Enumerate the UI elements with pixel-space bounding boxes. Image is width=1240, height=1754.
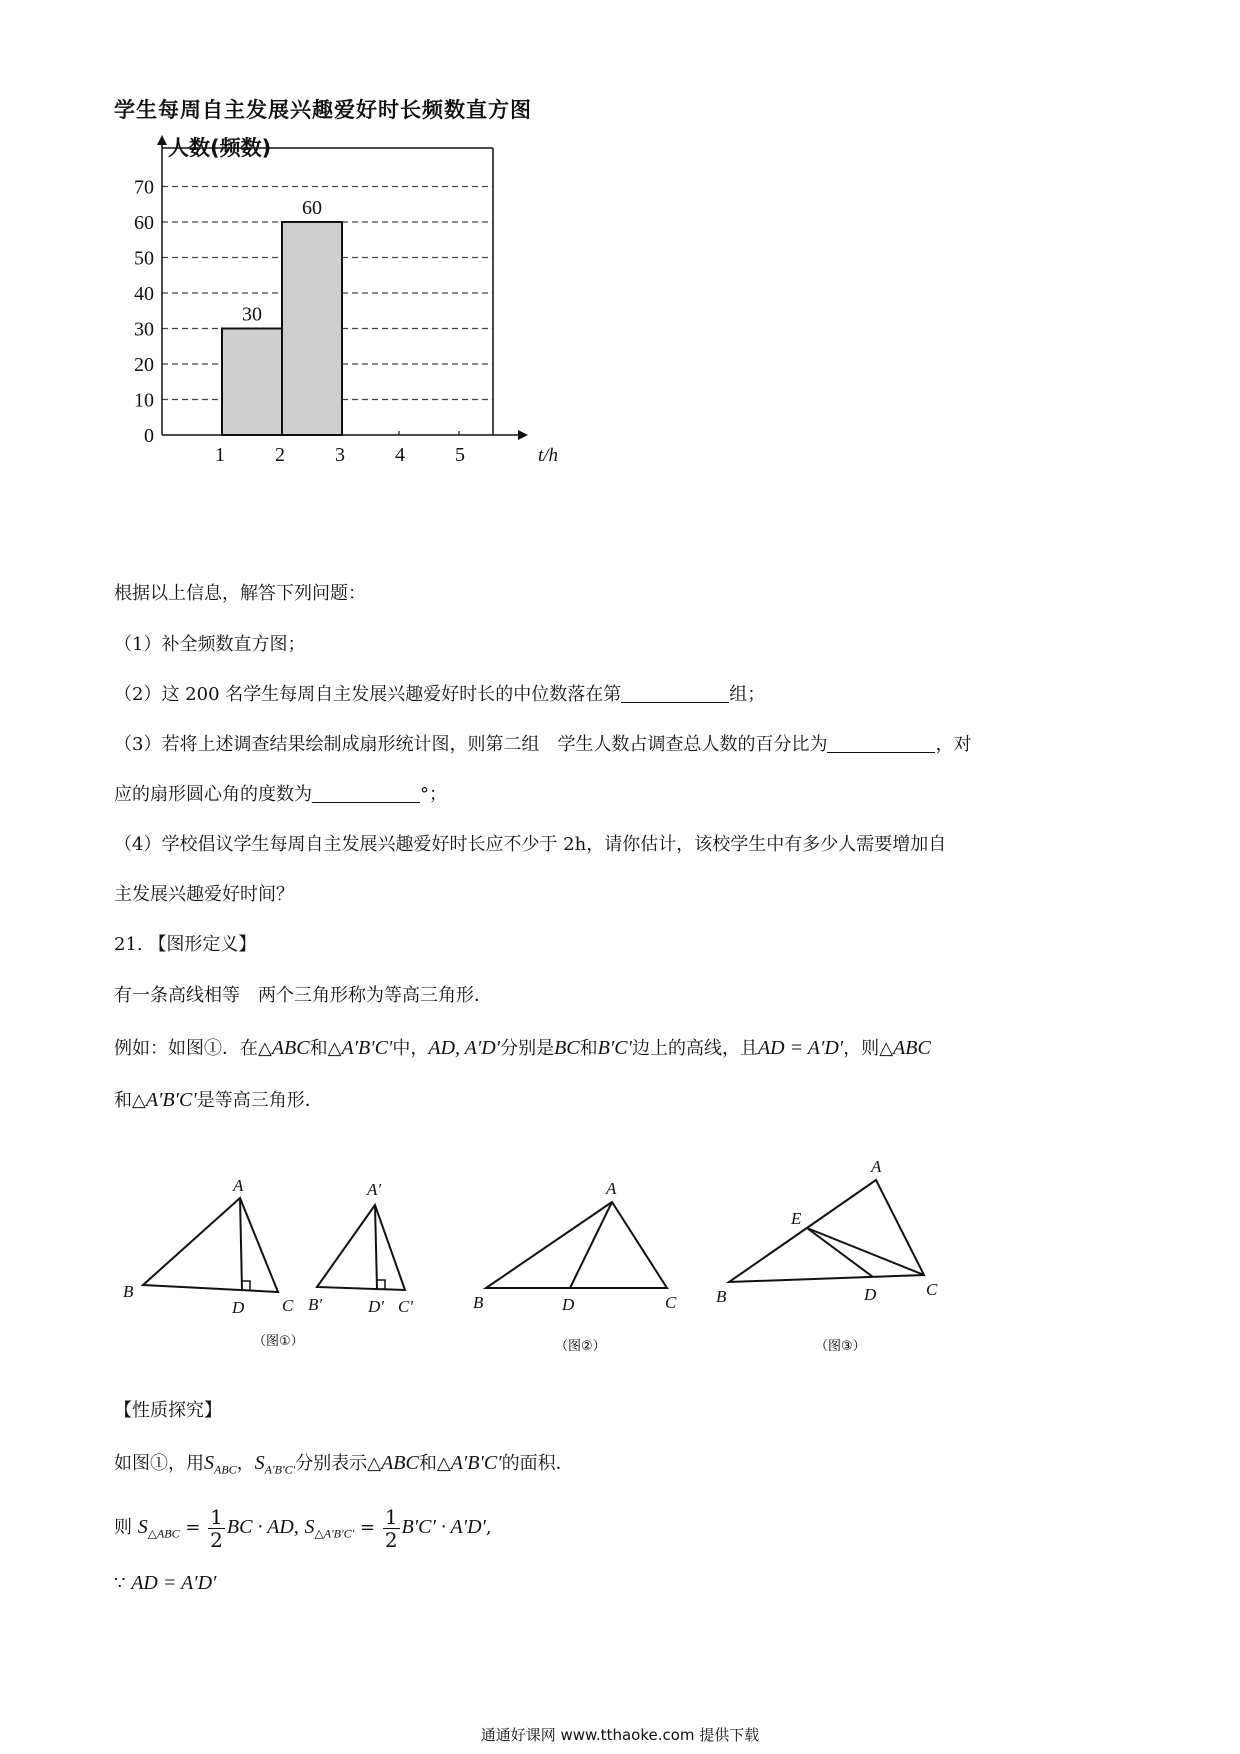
answer-blank <box>621 684 729 703</box>
right-angle-mark <box>377 1280 385 1289</box>
label-c: C <box>282 1296 294 1315</box>
math-abc-prime: A′B′C′ <box>450 1452 502 1474</box>
fraction-half: $\frac{1}{2}$ <box>210 1504 223 1552</box>
problem-21-heading: 21. 【图形定义】 <box>114 934 257 955</box>
y-axis-arrow <box>157 135 167 145</box>
question-3-text2: 应的扇形圆心角的度数为 <box>114 784 312 805</box>
y-tick-label: 50 <box>134 247 154 270</box>
example-text: ，则 <box>843 1038 880 1059</box>
label-a: A <box>233 1176 244 1195</box>
label-c-prime: C′ <box>398 1297 414 1316</box>
figure-3 <box>705 1150 970 1360</box>
figure-2-caption: （图②） <box>555 1339 606 1354</box>
area-formula: 则 $S_{\triangle ABC}$ = $\frac{1}{2}$ BC · AD, $S_{\triangle A'B'C'}$ = $\frac{1}{2}$ B′C′ · A′D′, <box>114 1504 492 1552</box>
y-tick-label: 70 <box>134 176 154 199</box>
example-line-2 <box>114 1087 323 1114</box>
histogram-bar <box>282 222 342 435</box>
example-text: 例如：如图①．在 <box>114 1038 258 1059</box>
page-footer: 通通好课网 www.tthaoke.com 提供下载 <box>480 1726 760 1744</box>
question-2-text: （2）这 200 名学生每周自主发展兴趣爱好时长的中位数落在第 <box>114 684 622 705</box>
body-text: 则 <box>114 1517 132 1538</box>
triangle-abc <box>143 1198 278 1292</box>
x-axis-arrow <box>518 430 528 440</box>
chart-title: 学生每周自主发展兴趣爱好时长频数直方图 <box>114 98 532 122</box>
altitude-ad-prime <box>375 1205 377 1289</box>
label-c: C <box>926 1280 938 1299</box>
x-tick-label: 4 <box>395 444 405 466</box>
math-bc-prime: B′C′ <box>597 1037 632 1059</box>
example-text: 是等高三角形． <box>196 1090 323 1111</box>
math-ad: AD, A′D′ <box>428 1037 501 1059</box>
triangle-symbol: △ <box>132 1090 146 1111</box>
math-bc-ad-prime: B′C′ · A′D′ <box>401 1516 486 1538</box>
segment-ec <box>807 1228 924 1275</box>
question-2-end: 组； <box>729 684 766 705</box>
x-tick-label: 2 <box>275 444 285 466</box>
label-a: A <box>871 1157 882 1176</box>
answer-blank <box>312 784 420 803</box>
label-b: B <box>123 1282 134 1301</box>
property-heading: 【性质探究】 <box>114 1400 222 1421</box>
triangle-symbol: △ <box>327 1038 342 1059</box>
question-2 <box>114 682 765 708</box>
y-tick-label: 0 <box>144 425 154 447</box>
math-bc: BC <box>554 1037 580 1059</box>
histogram-bar <box>222 329 282 436</box>
label-e: E <box>791 1209 802 1228</box>
answer-blank <box>827 734 935 753</box>
fraction-half: $\frac{1}{2}$ <box>384 1504 398 1552</box>
label-d-prime: D′ <box>368 1297 384 1316</box>
question-3 <box>114 732 971 758</box>
math-subscript: △ABC <box>147 1526 180 1541</box>
body-text: 如图①，用 <box>114 1453 204 1474</box>
example-text: 和 <box>579 1038 598 1059</box>
math-bc-ad: BC · AD, <box>226 1516 299 1538</box>
because-symbol: ∵ <box>114 1573 126 1594</box>
body-text: 分别表示 <box>295 1453 368 1474</box>
triangle-symbol: △ <box>367 1453 382 1474</box>
x-tick-label: 3 <box>335 444 345 466</box>
question-1: （1）补全频数直方图； <box>114 634 306 655</box>
x-tick-label: 1 <box>215 444 225 466</box>
question-3-end: °； <box>420 784 447 805</box>
x-tick-label: 5 <box>455 444 465 466</box>
math-ad-eq: AD = A′D′ <box>131 1572 217 1594</box>
body-text: 和 <box>418 1453 437 1474</box>
triangle-symbol: △ <box>258 1038 272 1059</box>
label-b: B <box>473 1293 484 1312</box>
bar-value-label: 30 <box>242 303 262 326</box>
label-d: D <box>864 1285 877 1304</box>
altitude-ad <box>240 1198 242 1290</box>
example-line-1 <box>114 1035 931 1062</box>
body-text: 的面积． <box>501 1453 574 1474</box>
y-tick-label: 40 <box>134 283 154 305</box>
math-subscript: ABC <box>214 1462 237 1477</box>
question-4-cont: 主发展兴趣爱好时间？ <box>114 884 294 905</box>
definition-text: 有一条高线相等 两个三角形称为等高三角形． <box>114 985 492 1006</box>
math-subscript: △A′B′C′ <box>314 1526 355 1541</box>
right-angle-mark <box>242 1281 250 1290</box>
label-c: C <box>665 1293 677 1312</box>
example-text: 和 <box>309 1038 328 1059</box>
math-subscript: A′B′C′ <box>264 1462 296 1477</box>
math-abc-prime: A′B′C′ <box>145 1089 197 1111</box>
label-b: B <box>716 1287 727 1306</box>
figure-1 <box>115 1165 440 1355</box>
example-text: 和 <box>114 1090 132 1111</box>
label-a-prime: A′ <box>367 1180 382 1199</box>
math-s: S <box>304 1516 315 1538</box>
bar-value-label: 60 <box>302 197 322 219</box>
math-abc: ABC <box>893 1037 931 1059</box>
figure-3-caption: （图③） <box>815 1339 866 1354</box>
figure-1-caption: （图①） <box>253 1334 304 1349</box>
math-abc: ABC <box>381 1452 419 1474</box>
histogram <box>120 135 620 525</box>
math-abc-prime: A′B′C′ <box>341 1037 393 1059</box>
figure-area-line <box>114 1450 574 1483</box>
triangle-abc-prime <box>317 1205 405 1290</box>
segment-ed <box>807 1228 873 1277</box>
label-b-prime: B′ <box>308 1295 323 1314</box>
chart-ylabel: 人数(频数) <box>168 136 272 160</box>
x-axis-label: t/h <box>537 445 559 466</box>
label-d: D <box>232 1298 245 1317</box>
math-s: S <box>204 1452 214 1474</box>
because-line <box>114 1570 216 1597</box>
triangle-abc <box>729 1180 924 1282</box>
figure-2 <box>460 1170 700 1360</box>
math-s: S <box>254 1452 265 1474</box>
example-text: 中， <box>392 1038 429 1059</box>
segment-ad <box>570 1202 612 1288</box>
intro-text: 根据以上信息，解答下列问题： <box>114 583 366 604</box>
math-s: S <box>137 1516 148 1538</box>
y-tick-label: 20 <box>134 354 154 376</box>
example-text: 分别是 <box>500 1038 555 1059</box>
y-tick-label: 60 <box>134 212 154 234</box>
y-tick-label: 30 <box>134 318 154 341</box>
example-text: 边上的高线，且 <box>631 1038 758 1059</box>
question-3-tail: ，对 <box>935 734 972 755</box>
question-4: （4）学校倡议学生每周自主发展兴趣爱好时长应不少于 2h，请你估计，该校学生中有多少人需要增加自 <box>114 834 947 855</box>
math-ad-eq: AD = A′D′ <box>757 1037 844 1059</box>
y-tick-label: 10 <box>134 389 154 412</box>
question-3-text: （3）若将上述调查结果绘制成扇形统计图，则第二组 学生人数占调查总人数的百分比为 <box>114 734 828 755</box>
question-3-cont <box>114 782 447 808</box>
triangle-symbol: △ <box>436 1453 451 1474</box>
label-d: D <box>562 1295 575 1314</box>
triangle-symbol: △ <box>879 1038 894 1059</box>
label-a: A <box>606 1179 617 1198</box>
body-text: ， <box>236 1453 255 1474</box>
math-abc: ABC <box>271 1037 310 1059</box>
